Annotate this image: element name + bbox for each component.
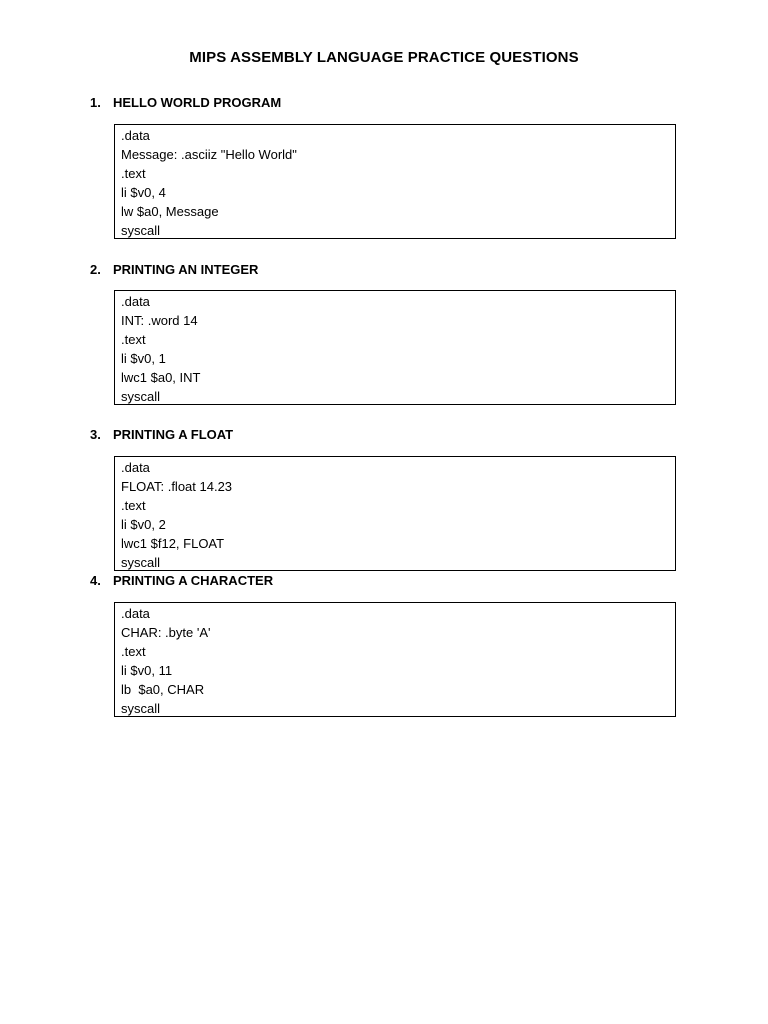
- page-title: MIPS ASSEMBLY LANGUAGE PRACTICE QUESTIONS: [189, 49, 579, 66]
- code-line: .data: [121, 294, 150, 309]
- section-number: 4.: [90, 573, 101, 588]
- code-line: li $v0, 11: [121, 663, 173, 678]
- code-box-hello-world: [114, 124, 676, 239]
- code-line: lwc1 $a0, INT: [121, 370, 201, 385]
- code-line: CHAR: .byte 'A': [121, 625, 211, 640]
- code-line: syscall: [121, 555, 161, 570]
- section-title: PRINTING A CHARACTER: [113, 573, 274, 588]
- code-line: .data: [121, 128, 150, 143]
- section-heading-character: [90, 573, 273, 588]
- code-line: .text: [121, 332, 146, 347]
- code-box-integer: [114, 290, 676, 405]
- code-line: FLOAT: .float 14.23: [121, 479, 233, 494]
- code-line: INT: .word 14: [121, 313, 198, 328]
- code-line: .data: [121, 606, 150, 621]
- code-line: lw $a0, Message: [121, 204, 219, 219]
- section-number: 3.: [90, 427, 101, 442]
- code-line: .text: [121, 498, 146, 513]
- code-line: syscall: [121, 701, 161, 716]
- code-line: syscall: [121, 389, 161, 404]
- code-line: syscall: [121, 223, 161, 238]
- section-number: 2.: [90, 262, 101, 277]
- code-line: li $v0, 1: [121, 351, 166, 366]
- code-line: li $v0, 2: [121, 517, 166, 532]
- section-title: PRINTING AN INTEGER: [113, 262, 259, 277]
- code-line: lwc1 $f12, FLOAT: [121, 536, 225, 551]
- code-box-character: [114, 602, 676, 717]
- code-line: .text: [121, 166, 146, 181]
- code-line: .data: [121, 460, 150, 475]
- section-heading-hello-world: [90, 95, 281, 110]
- section-number: 1.: [90, 95, 101, 110]
- section-heading-float: [90, 427, 233, 442]
- section-title: HELLO WORLD PROGRAM: [113, 95, 282, 110]
- section-title: PRINTING A FLOAT: [113, 427, 234, 442]
- section-heading-integer: [90, 262, 258, 277]
- code-line: lb $a0, CHAR: [121, 682, 205, 697]
- code-line: .text: [121, 644, 146, 659]
- code-box-float: [114, 456, 676, 571]
- code-line: li $v0, 4: [121, 185, 166, 200]
- code-line: Message: .asciiz "Hello World": [121, 147, 297, 162]
